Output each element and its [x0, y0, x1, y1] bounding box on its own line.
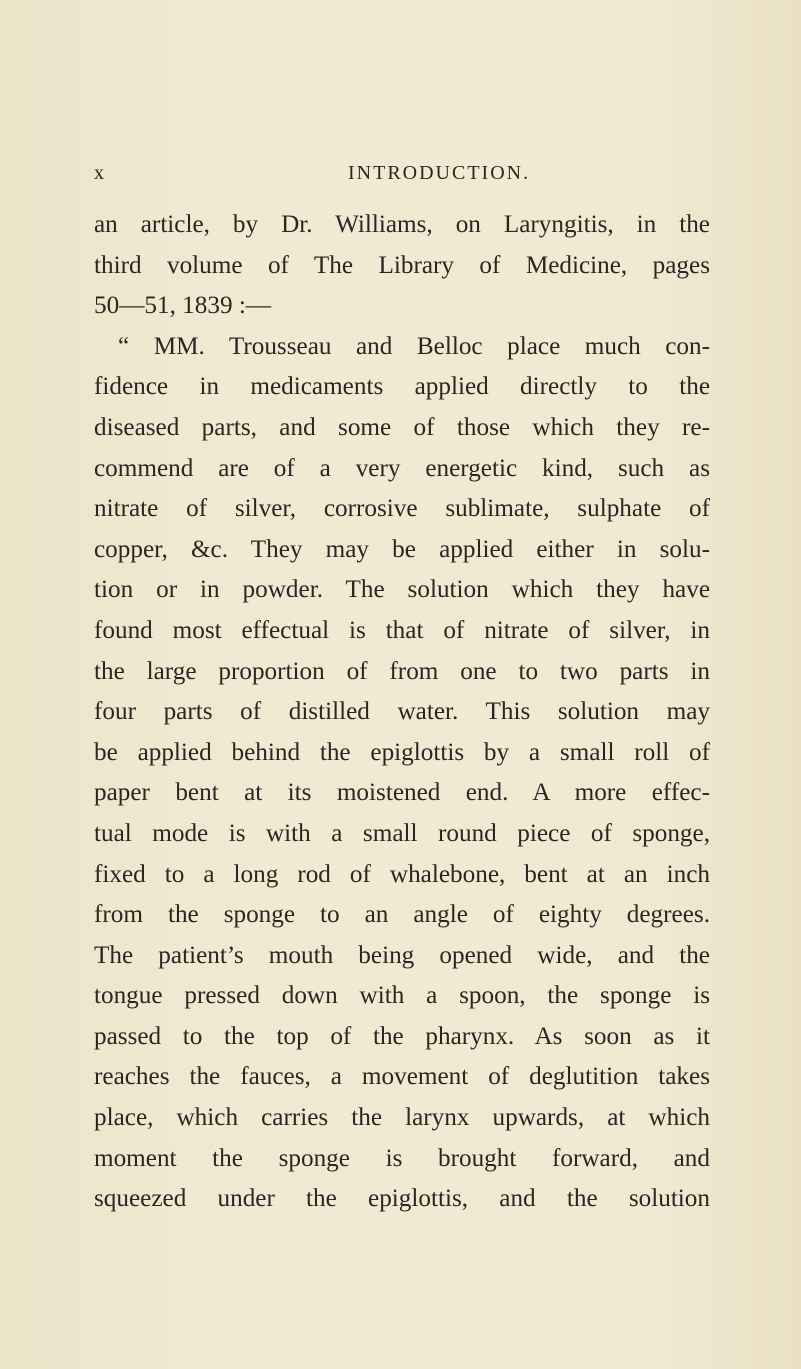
text-line: 50—51, 1839 :— [94, 292, 272, 320]
text-line: commend are of a very energetic kind, such as [94, 454, 710, 482]
text-line: copper, &c. They may be applied either in solu- [94, 535, 710, 563]
text-line: passed to the top of the pharynx. As soon as it [94, 1022, 710, 1050]
text-line: paper bent at its moistened end. A more effec- [94, 779, 710, 807]
text-line: tongue pressed down with a spoon, the sponge is [94, 982, 710, 1010]
text-line: diseased parts, and some of those which they re- [94, 413, 710, 441]
running-head [94, 162, 704, 190]
text-line: an article, by Dr. Williams, on Laryngitis, in the [94, 211, 710, 238]
body-text [94, 205, 710, 1220]
text-line: moment the sponge is brought forward, and [94, 1144, 710, 1172]
text-line: four parts of distilled water. This solution may [94, 698, 710, 726]
text-line: The patient’s mouth being opened wide, and the [94, 941, 710, 969]
text-line: from the sponge to an angle of eighty degrees. [94, 901, 710, 929]
text-line: third volume of The Library of Medicine, pages [94, 251, 710, 279]
text-line: place, which carries the larynx upwards, at which [94, 1104, 710, 1132]
text-line: fidence in medicaments applied directly to the [94, 373, 710, 401]
text-line: reaches the fauces, a movement of deglutition takes [94, 1063, 710, 1091]
page-number: x [94, 162, 106, 184]
text-line: be applied behind the epiglottis by a small roll of [94, 738, 710, 766]
text-line: the large proportion of from one to two parts in [94, 657, 710, 685]
text-line: “ MM. Trousseau and Belloc place much con- [118, 332, 710, 360]
text-line: squeezed under the epiglottis, and the solution [94, 1185, 710, 1213]
chapter-title: INTRODUCTION. [348, 162, 531, 184]
text-line: nitrate of silver, corrosive sublimate, sulphate of [94, 495, 710, 523]
text-line: tion or in powder. The solution which they have [94, 576, 710, 604]
text-line: tual mode is with a small round piece of sponge, [94, 819, 710, 847]
text-line: found most effectual is that of nitrate of silver, in [94, 616, 710, 644]
text-line: fixed to a long rod of whalebone, bent at an inch [94, 860, 710, 888]
